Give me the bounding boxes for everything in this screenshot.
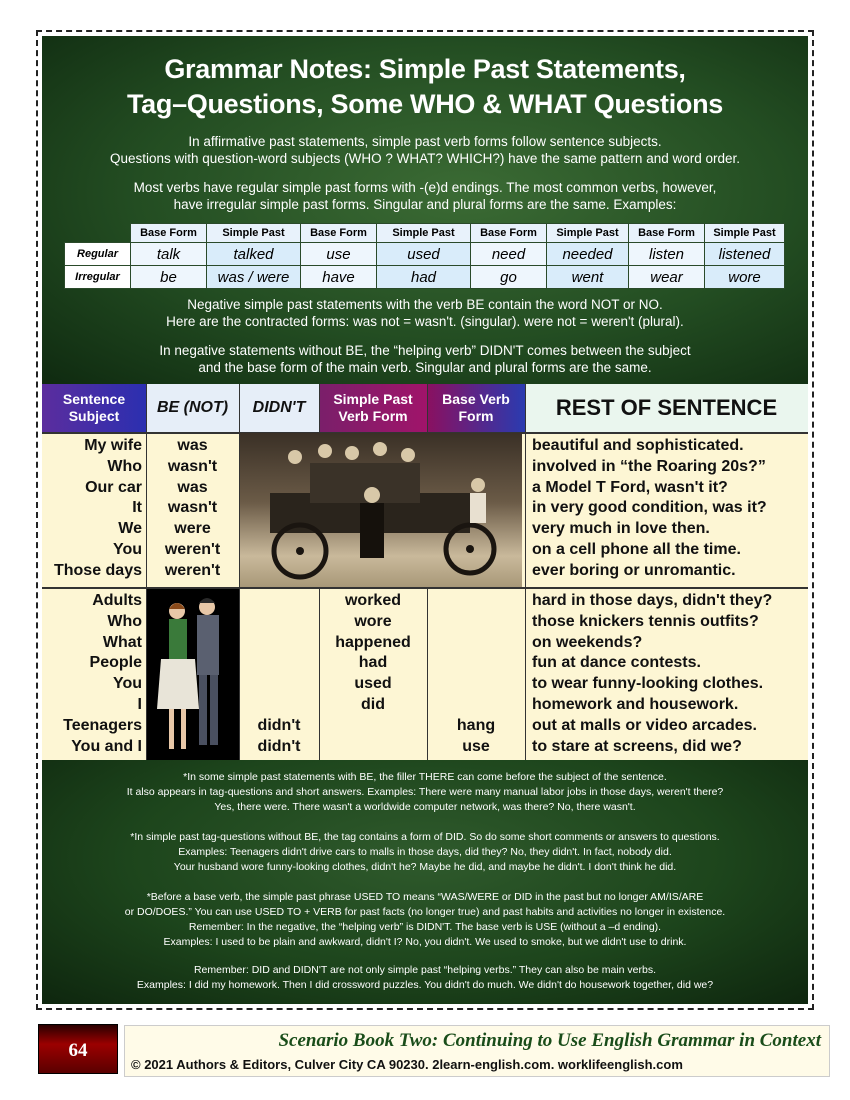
note-there-1: *In some simple past statements with BE, the filler THERE can come before the subject of the sentence. [183,771,667,783]
subject-cell: Who [107,612,142,630]
forms-header: Simple Past [207,224,301,243]
note-used-to-3: Remember: In the negative, the “helping verb” is DIDN'T. The base verb is USE (without a –d ending). [188,921,662,933]
verb-forms-table [64,223,785,289]
section2-base [427,591,525,757]
header-base-verb: Base Verb Form [427,384,525,432]
simple-past-cell: happened [335,633,411,651]
irregular-row-label: Irregular [65,266,131,289]
header-sentence-subject: Sentence Subject [42,384,146,432]
regular-form: used [377,243,471,266]
simple-past-cell: did [361,695,385,713]
subject-cell: My wife [84,437,142,454]
regular-form: need [471,243,547,266]
intro-line-3: Most verbs have regular simple past forms with -(e)d endings. The most common verbs, however, [133,180,717,195]
header-didnt: DIDN'T [239,384,319,432]
negatives-line-4: and the base form of the main verb. Singular and plural forms are the same. [198,360,652,375]
didnt-cell [239,633,319,654]
regular-form: listened [705,243,785,266]
rest-cell: homework and housework. [532,695,739,713]
base-cell [427,612,525,633]
footnotes-panel [42,760,808,1004]
irregular-form: be [131,266,207,289]
rest-cell: in very good condition, was it? [532,499,767,517]
didnt-cell [239,591,319,612]
simple-past-cell: used [354,675,392,693]
negatives-line-2: Here are the contracted forms: was not = wasn't. (singular). were not = weren't (plural). [166,314,684,329]
subject-cell: It [132,499,142,517]
rest-cell: out at malls or video arcades. [532,716,757,734]
page-title-line2: Tag–Questions, Some WHO & WHAT Questions [126,89,724,119]
intro-line-1: In affirmative past statements, simple past verb forms follow sentence subjects. [188,134,662,149]
irregular-form: wore [705,266,785,289]
regular-form: talked [207,243,301,266]
regular-form: needed [547,243,629,266]
section2-simple-past [319,591,427,757]
note-did-1: *In simple past tag-questions without BE, the tag contains a form of DID. So do some short comments or answers to questions. [130,831,720,843]
section1-be-forms [146,436,239,582]
be-cell: weren't [164,561,221,579]
negatives-line-1: Negative simple past statements with the verb BE contain the word NOT or NO. [187,297,663,312]
rest-cell: on a cell phone all the time. [532,540,741,558]
grid-line [427,384,428,432]
forms-header: Simple Past [377,224,471,243]
page-number: 64 [68,1040,88,1061]
header-simple-past: Simple Past Verb Form [319,384,427,432]
section2-rest [532,591,812,757]
base-cell [427,695,525,716]
rest-cell: a Model T Ford, wasn't it? [532,478,728,496]
regular-form: talk [131,243,207,266]
note-used-to-1: *Before a base verb, the simple past phrase USED TO means “WAS/WERE or DID in the past but no longer AM/IS/ARE [146,891,704,903]
note-used-to-2: or DO/DOES.” You can use USED TO + VERB for past facts (no longer true) and past habits and activities no longer in existence. [124,906,726,918]
irregular-form: wear [629,266,705,289]
simple-past-cell: wore [354,612,392,630]
be-cell: was [177,478,208,496]
didnt-cell [239,653,319,674]
section1-subjects [42,436,142,582]
subject-cell: Adults [92,592,142,609]
note-did-2: Examples: Teenagers didn't drive cars to malls in those days, did they? No, they didn't. In fact, nobody did. [178,846,672,858]
regular-form: use [301,243,377,266]
subject-cell: Who [107,457,142,475]
rest-cell: beautiful and sophisticated. [532,437,744,454]
header-be-not: BE (NOT) [146,384,239,432]
intro-line-4: have irregular simple past forms. Singular and plural forms are the same. Examples: [173,197,677,212]
copyright-line: © 2021 Authors & Editors, Culver City CA 90230. 2learn-english.com. worklifeenglish.com [131,1057,683,1072]
rest-cell: to stare at screens, did we? [532,737,742,755]
didnt-cell: didn't [257,737,301,755]
base-cell [427,653,525,674]
be-cell: were [174,520,211,538]
didnt-cell [239,674,319,695]
note-main-verb-2: Examples: I did my homework. Then I did crossword puzzles. You didn't do much. We didn't do housework together, did we? [136,979,714,991]
section2-didnt [239,591,319,757]
grid-line [319,384,320,432]
section1-rest [532,436,812,582]
sentence-grid [42,384,808,760]
be-cell: wasn't [167,499,218,517]
subject-cell: Teenagers [63,716,142,734]
base-cell: use [462,737,490,755]
rest-cell: to wear funny-looking clothes. [532,675,764,693]
rest-cell: involved in “the Roaring 20s?” [532,457,766,475]
simple-past-cell: worked [344,592,401,609]
dancing-couple-illustration [147,589,239,760]
grammar-notes-panel [42,36,808,384]
footer-box [124,1025,830,1077]
header-rest-of-sentence: REST OF SENTENCE [525,384,808,432]
note-there-3: Yes, there were. There wasn't a worldwide computer network, was there? No, there wasn't. [214,801,636,813]
be-cell: wasn't [167,457,218,475]
rest-cell: very much in love then. [532,520,710,538]
subject-cell: You and I [71,737,142,755]
regular-form: listen [629,243,705,266]
forms-header: Base Form [301,224,377,243]
note-main-verb-1: Remember: DID and DIDN'T are not only simple past “helping verbs.” They can also be main verbs. [193,964,657,976]
book-title: Scenario Book Two: Continuing to Use English Grammar in Context [278,1030,821,1051]
note-used-to-4: Examples: I used to be plain and awkward, didn't I? No, you didn't. We used to smoke, but we didn't use to drink. [163,936,687,948]
forms-header: Base Form [629,224,705,243]
irregular-form: went [547,266,629,289]
subject-cell: People [89,654,142,672]
base-cell [427,591,525,612]
rest-cell: hard in those days, didn't they? [532,592,773,609]
be-cell: weren't [164,540,221,558]
grid-line [525,384,526,760]
forms-header: Base Form [131,224,207,243]
rest-cell: on weekends? [532,633,643,651]
subject-cell: Our car [85,478,142,496]
section2-subjects [42,591,142,757]
be-cell: was [177,437,208,454]
base-cell [427,633,525,654]
negatives-line-3: In negative statements without BE, the “helping verb” DIDN'T comes between the subject [159,343,691,358]
forms-header: Simple Past [547,224,629,243]
regular-row-label: Regular [65,243,131,266]
irregular-form: have [301,266,377,289]
simple-past-cell [319,737,427,758]
subject-cell: You [112,675,142,693]
theater-curtain-icon [38,1024,118,1074]
base-cell [427,674,525,695]
page-title-line1: Grammar Notes: Simple Past Statements, [164,54,686,84]
didnt-cell [239,695,319,716]
page-frame [36,30,814,1010]
note-did-3: Your husband wore funny-looking clothes, didn't he? Maybe he did, and maybe he didn't. I don't think he did. [173,861,677,873]
forms-header: Base Form [471,224,547,243]
subject-cell: We [118,520,142,538]
rest-cell: those knickers tennis outfits? [532,612,759,630]
rest-cell: ever boring or unromantic. [532,561,736,579]
vintage-car-photo [240,433,522,587]
simple-past-cell: had [358,654,388,672]
didnt-cell [239,612,319,633]
note-there-2: It also appears in tag-questions and short answers. Examples: There were many manual labor jobs in those days, weren't there? [126,786,724,798]
irregular-form: was / were [207,266,301,289]
irregular-form: go [471,266,547,289]
simple-past-cell [319,716,427,737]
rest-cell: fun at dance contests. [532,654,701,672]
didnt-cell: didn't [257,716,301,734]
base-cell: hang [456,716,496,734]
subject-cell: Those days [53,561,142,579]
subject-cell: You [112,540,142,558]
intro-line-2: Questions with question-word subjects (WHO ? WHAT? WHICH?) have the same pattern and word order. [110,151,740,166]
forms-header: Simple Past [705,224,785,243]
subject-cell: I [137,695,142,713]
irregular-form: had [377,266,471,289]
subject-cell: What [102,633,142,651]
